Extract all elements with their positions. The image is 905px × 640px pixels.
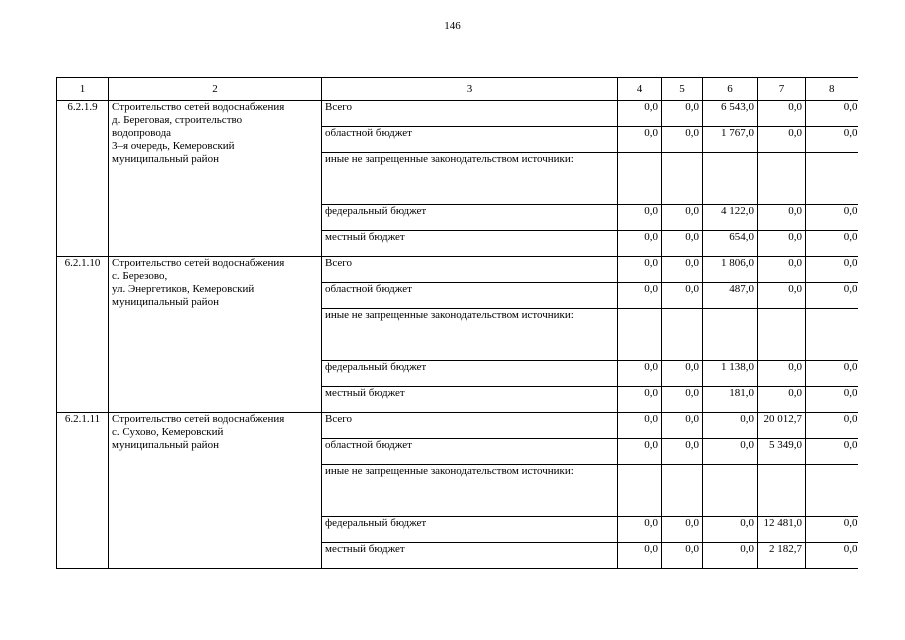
value-cell: 0,0	[618, 439, 662, 465]
funding-source: местный бюджет	[322, 231, 618, 257]
funding-source: Всего	[322, 413, 618, 439]
value-cell: 0,0	[703, 543, 758, 569]
value-cell: 0,0	[618, 413, 662, 439]
value-cell: 4 122,0	[703, 205, 758, 231]
value-cell: 0,0	[806, 231, 858, 257]
value-cell: 0,0	[806, 101, 858, 127]
value-cell: 12 481,0	[758, 517, 806, 543]
value-cell: 0,0	[662, 387, 703, 413]
value-cell: 0,0	[806, 257, 858, 283]
value-cell: 0,0	[758, 231, 806, 257]
header-cell: 3	[322, 78, 618, 101]
value-cell: 0,0	[662, 283, 703, 309]
funding-source: иные не запрещенные законодательством источники:	[322, 465, 618, 517]
item-code: 6.2.1.11	[57, 413, 109, 569]
value-cell: 0,0	[662, 101, 703, 127]
value-cell: 0,0	[662, 205, 703, 231]
item-title-line: муниципальный район	[112, 439, 219, 451]
value-cell: 1 138,0	[703, 361, 758, 387]
value-cell	[758, 153, 806, 205]
value-cell: 0,0	[758, 101, 806, 127]
value-cell: 5 349,0	[758, 439, 806, 465]
value-cell	[618, 309, 662, 361]
header-cell: 7	[758, 78, 806, 101]
funding-source: местный бюджет	[322, 543, 618, 569]
value-cell: 0,0	[662, 517, 703, 543]
value-cell: 0,0	[618, 127, 662, 153]
value-cell: 0,0	[703, 413, 758, 439]
funding-source: федеральный бюджет	[322, 205, 618, 231]
item-title-line: Строительство сетей водоснабжения	[112, 413, 285, 425]
funding-source: местный бюджет	[322, 387, 618, 413]
value-cell	[662, 309, 703, 361]
item-title	[109, 101, 322, 257]
funding-source: областной бюджет	[322, 127, 618, 153]
item-code: 6.2.1.9	[57, 101, 109, 257]
value-cell: 0,0	[662, 231, 703, 257]
value-cell: 0,0	[618, 387, 662, 413]
header-cell: 8	[806, 78, 858, 101]
item-title-line: д. Береговая, строительство	[112, 114, 243, 126]
value-cell: 0,0	[758, 361, 806, 387]
value-cell	[703, 153, 758, 205]
value-cell	[662, 153, 703, 205]
value-cell: 0,0	[758, 283, 806, 309]
item-title-line: Строительство сетей водоснабжения	[112, 257, 285, 269]
value-cell	[758, 309, 806, 361]
value-cell: 0,0	[806, 283, 858, 309]
value-cell: 654,0	[703, 231, 758, 257]
value-cell: 0,0	[806, 387, 858, 413]
funding-source: областной бюджет	[322, 283, 618, 309]
item-title-line: с. Березово,	[112, 270, 168, 282]
header-row	[57, 78, 858, 101]
value-cell: 487,0	[703, 283, 758, 309]
value-cell: 0,0	[662, 439, 703, 465]
value-cell: 0,0	[806, 127, 858, 153]
value-cell	[806, 153, 858, 205]
header-cell: 5	[662, 78, 703, 101]
header-cell: 6	[703, 78, 758, 101]
item-title-line: Строительство сетей водоснабжения	[112, 101, 285, 113]
value-cell: 0,0	[618, 361, 662, 387]
item-code: 6.2.1.10	[57, 257, 109, 413]
value-cell: 0,0	[806, 413, 858, 439]
value-cell: 6 543,0	[703, 101, 758, 127]
value-cell: 0,0	[662, 127, 703, 153]
value-cell: 0,0	[618, 517, 662, 543]
value-cell: 0,0	[806, 439, 858, 465]
value-cell: 0,0	[758, 387, 806, 413]
item-title-line: муниципальный район	[112, 153, 219, 165]
value-cell: 0,0	[618, 101, 662, 127]
value-cell: 0,0	[806, 361, 858, 387]
value-cell: 0,0	[806, 205, 858, 231]
funding-source: иные не запрещенные законодательством источники:	[322, 309, 618, 361]
funding-source: Всего	[322, 101, 618, 127]
value-cell: 0,0	[618, 283, 662, 309]
value-cell: 0,0	[662, 361, 703, 387]
value-cell: 181,0	[703, 387, 758, 413]
value-cell	[618, 153, 662, 205]
value-cell	[703, 465, 758, 517]
item-title-line: ул. Энергетиков, Кемеровский	[112, 283, 255, 295]
funding-source: областной бюджет	[322, 439, 618, 465]
table-row	[57, 101, 858, 127]
funding-source: Всего	[322, 257, 618, 283]
item-title-line: 3–я очередь, Кемеровский	[112, 140, 235, 152]
budget-table	[56, 77, 858, 569]
value-cell: 0,0	[662, 543, 703, 569]
table-row	[57, 257, 858, 283]
header-cell: 1	[57, 78, 109, 101]
item-title-line: муниципальный район	[112, 296, 219, 308]
header-cell: 4	[618, 78, 662, 101]
header-cell: 2	[109, 78, 322, 101]
value-cell	[806, 309, 858, 361]
funding-source: иные не запрещенные законодательством источники:	[322, 153, 618, 205]
item-title-line: водопровода	[112, 127, 172, 139]
value-cell: 1 806,0	[703, 257, 758, 283]
value-cell	[806, 465, 858, 517]
item-title	[109, 257, 322, 413]
page-number: 146	[444, 20, 461, 32]
value-cell: 0,0	[618, 205, 662, 231]
value-cell: 0,0	[758, 257, 806, 283]
value-cell: 0,0	[618, 257, 662, 283]
value-cell	[662, 465, 703, 517]
value-cell	[618, 465, 662, 517]
value-cell: 0,0	[758, 205, 806, 231]
value-cell: 0,0	[703, 517, 758, 543]
value-cell: 0,0	[662, 413, 703, 439]
value-cell: 0,0	[618, 231, 662, 257]
value-cell: 2 182,7	[758, 543, 806, 569]
value-cell: 20 012,7	[758, 413, 806, 439]
value-cell: 0,0	[758, 127, 806, 153]
item-title	[109, 413, 322, 569]
value-cell: 0,0	[806, 543, 858, 569]
value-cell: 1 767,0	[703, 127, 758, 153]
value-cell: 0,0	[618, 543, 662, 569]
value-cell	[703, 309, 758, 361]
funding-source: федеральный бюджет	[322, 517, 618, 543]
item-title-line: с. Сухово, Кемеровский	[112, 426, 224, 438]
value-cell: 0,0	[806, 517, 858, 543]
value-cell	[758, 465, 806, 517]
table-row	[57, 413, 858, 439]
value-cell: 0,0	[703, 439, 758, 465]
funding-source: федеральный бюджет	[322, 361, 618, 387]
value-cell: 0,0	[662, 257, 703, 283]
